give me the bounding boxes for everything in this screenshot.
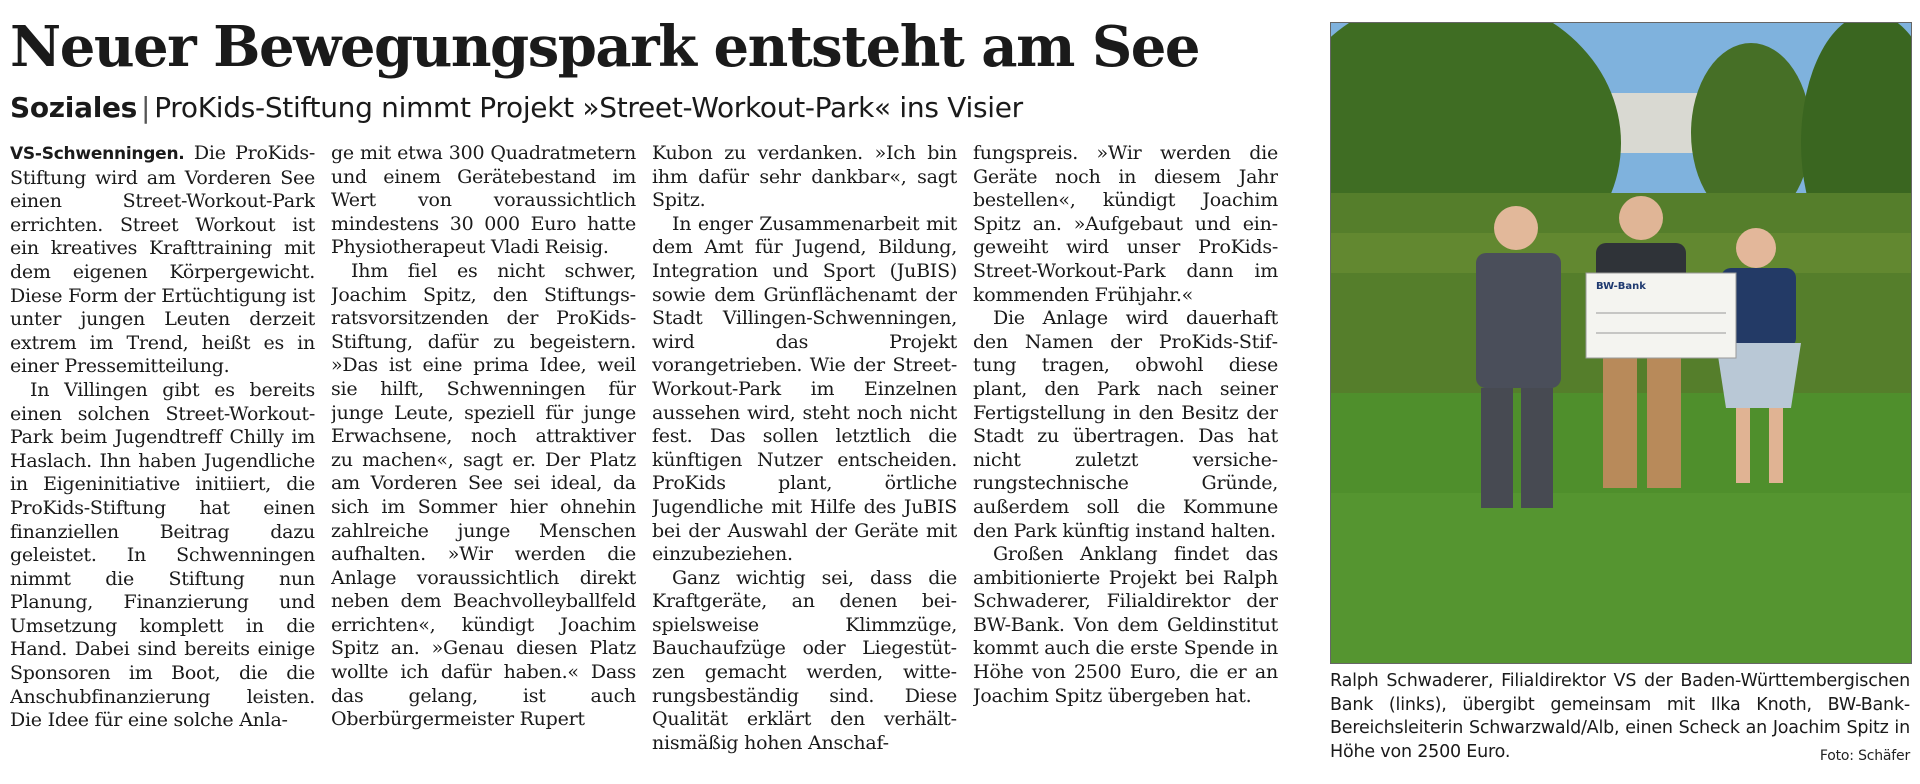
person-head xyxy=(1619,196,1663,240)
person-leg xyxy=(1736,408,1750,483)
person-head xyxy=(1494,206,1538,250)
paragraph xyxy=(10,142,315,379)
person-leg xyxy=(1769,408,1783,483)
column-3 xyxy=(652,142,957,780)
photo-credit: Foto: Schäfer xyxy=(1819,747,1910,764)
column-2 xyxy=(331,142,636,780)
dateline: VS-Schwenningen. xyxy=(10,144,185,164)
headline: Neuer Bewegungspark entsteht am See xyxy=(10,14,1200,80)
person-suit xyxy=(1476,253,1561,388)
person-leg xyxy=(1603,353,1637,488)
article-photo xyxy=(1330,22,1912,664)
photo-illustration xyxy=(1331,23,1911,663)
paragraph: Ihm fiel es nicht schwer, Joachim Spitz, den Stiftungsratsvorsitzenden der ProKids-Stiftung, dafür zu begeistern. »Das ist eine prima Idee, weil sie hilft, Schwenningen für junge Leute, speziell für junge Erwachsene, noch attraktiver zu machen«, sagt er. Der Platz am Vorderen See sei ideal, da sich im Sommer hier ohnehin zahlreiche junge Menschen aufhalten. »Wir werden die Anlage voraussichtlich direkt neben dem Beachvolleyballfeld errichten«, kündigt Joachim Spitz an. »Genau diesen Platz wollte ich dafür haben.« Dass das gelang, ist auch Oberbürgermeister Rupert xyxy=(331,259,636,731)
caption-text: Ralph Schwaderer, Filialdirektor VS der Baden-Württembergischen Bank (links), übergibt gemeinsam mit Ilka Knoth, BW-Bank-Bereichsleiterin Schwarzwald/Alb, einen Scheck an Joachim Spitz in Höhe von 2500 Euro. xyxy=(1330,671,1910,762)
paragraph: ge mit etwa 300 Quadratmetern und einem Gerätebestand im Wert von voraussichtlich mindestens 30 000 Euro hatte Physiotherapeut Vladi Reisig. xyxy=(331,142,636,259)
paragraph: In Villingen gibt es bereits einen solchen Street-Workout-Park beim Jugendtreff Chilly im Haslach. Ihn haben Jugendliche in Eigeninitiative initiiert, die ProKids-Stiftung hat einen finanziellen Beitrag dazu geleistet. In Schwenningen nimmt die Stiftung nun Planung, Finanzierung und Umsetzung komplett in die Hand. Dabei sind bereits einige Sponsoren im Boot, die die Anschubfinanzierung leisten. Die Idee für eine solche Anla- xyxy=(10,378,315,732)
person-head xyxy=(1736,228,1776,268)
column-1 xyxy=(10,142,315,780)
person-leg xyxy=(1647,353,1681,488)
paragraph: In enger Zusammenarbeit mit dem Amt für Jugend, Bildung, Integration und Sport (JuBIS) sowie dem Grünflächenamt der Stadt Villingen-Schwenningen, wird das Projekt vorangetrieben. Wie der Street-Workout-Park im Einzelnen aussehen wird, steht noch nicht fest. Das sollen letztlich die künftigen Nutzer entscheiden. ProKids plant, örtliche Jugendliche mit Hilfe des JuBIS bei der Auswahl der Geräte mit einzubeziehen. xyxy=(652,212,957,566)
paragraph: Großen Anklang findet das ambitionierte Projekt bei Ralph Schwaderer, Filialdirektor der BW-Bank. Von dem Geldinstitut kommt auch die erste Spende in Höhe von 2500 Euro, die er an Joachim Spitz übergeben hat. xyxy=(973,543,1278,707)
paragraph-text: Die ProKids-Stiftung wird am Vorderen See einen Street-Workout-Park errichten. Street Workout ist ein kreatives Krafttraining mit dem eigenen Körpergewicht. Diese Form der Ertüchtigung ist unter jungen Leuten derzeit extrem im Trend, heißt es in einer Pressemitteilung. xyxy=(10,142,315,378)
photo-caption xyxy=(1330,670,1910,768)
subheadline-line xyxy=(10,88,1310,128)
paragraph: Kubon zu verdanken. »Ich bin ihm dafür sehr dankbar«, sagt Spitz. xyxy=(652,142,957,212)
lawn-light xyxy=(1331,493,1911,663)
paragraph: Die Anlage wird dauerhaft den Namen der ProKids-Stiftung tragen, obwohl diese plant, den Park nach seiner Fertigstellung in den Besitz der Stadt zu übertragen. Das hat nicht zuletzt versicherungstechnische Gründe, außerdem soll die Kommune den Park künftig instand halten. xyxy=(973,307,1278,542)
person-leg xyxy=(1521,388,1553,508)
kicker-separator: | xyxy=(141,91,151,124)
check-bank-label: BW-Bank xyxy=(1596,281,1646,292)
column-4 xyxy=(973,142,1278,780)
article-body xyxy=(10,142,1278,780)
subheadline: ProKids-Stiftung nimmt Projekt »Street-Workout-Park« ins Visier xyxy=(154,91,1023,124)
kicker: Soziales xyxy=(10,91,138,124)
paragraph: fungspreis. »Wir werden die Geräte noch in diesem Jahr bestellen«, kündigt Joachim Spitz an. »Aufgebaut und eingeweiht wird unser ProKids-Street-Workout-Park dann im kommenden Frühjahr.« xyxy=(973,142,1278,306)
paragraph: Ganz wichtig sei, dass die Kraftgeräte, an denen beispielsweise Klimmzüge, Bauchaufzüge oder Liegestützen gemacht werden, witterungsbeständig sind. Diese Qualität erklärt den verhältnismäßig hohen Anschaf- xyxy=(652,566,957,754)
person-leg xyxy=(1481,388,1513,508)
